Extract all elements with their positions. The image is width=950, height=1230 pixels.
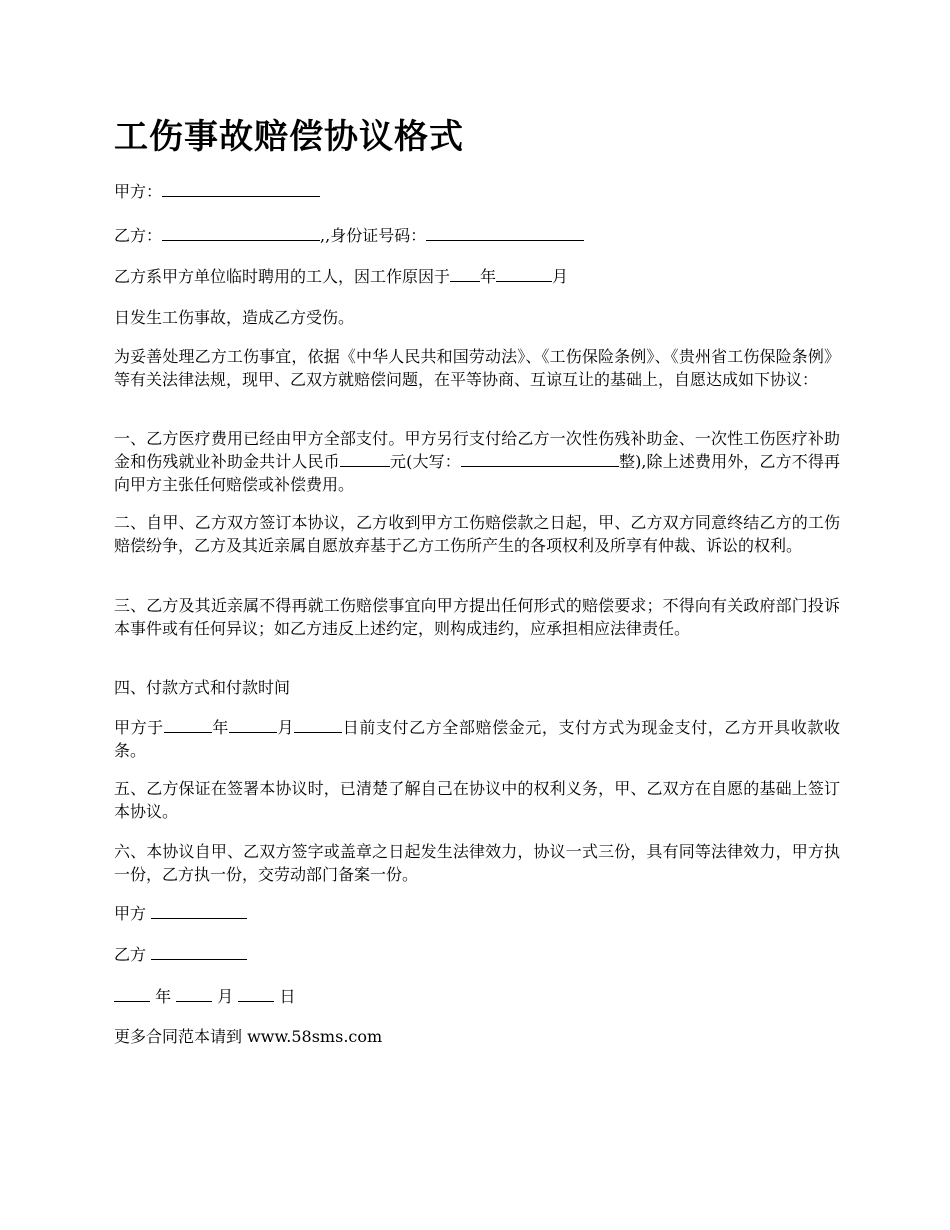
clause-4-text-d: 日前支付乙方全部赔偿金元，支付方式为现金支付，乙方开具收款收条。: [114, 718, 840, 760]
clause-4-month-label: 月: [276, 718, 295, 737]
intro-month-blank: [496, 266, 552, 282]
signature-a-label: 甲方: [114, 904, 147, 923]
party-b-blank: [162, 225, 320, 241]
intro-year-blank: [450, 266, 480, 282]
party-b-label: 乙方：: [114, 226, 163, 245]
signature-party-b: [114, 943, 840, 966]
clause-4-year-blank: [164, 717, 212, 733]
date-day-blank: [238, 986, 274, 1002]
clause-6: 六、本协议自甲、乙双方签字或盖章之日起发生法律效力，协议一式三份，具有同等法律效力，甲方执一份，乙方执一份，交劳动部门备案一份。: [114, 842, 840, 884]
intro-text-1: 乙方系甲方单位临时聘用的工人，因工作原因于: [114, 267, 451, 286]
clause-4-year-label: 年: [211, 718, 229, 737]
clause-1-capital-amount-blank: [461, 451, 619, 467]
clause-4-text-a: 甲方于: [114, 718, 164, 737]
intro-month-label: 月: [552, 267, 569, 286]
intro-year-label: 年: [480, 267, 497, 286]
date-month-blank: [176, 986, 212, 1002]
signature-b-label: 乙方: [114, 945, 147, 964]
date-month-label: 月: [217, 987, 234, 1006]
party-a-blank: [162, 181, 320, 197]
signature-party-a: [114, 902, 840, 925]
signature-b-blank: [151, 944, 247, 960]
clause-4-title: 四、付款方式和付款时间: [114, 678, 291, 697]
party-a-label: 甲方：: [114, 182, 163, 201]
preamble-paragraph: 为妥善处理乙方工伤事宜，依据《中华人民共和国劳动法》、《工伤保险条例》、《贵州省工伤保险条例》等有关法律法规，现甲、乙双方就赔偿问题，在平等协商、互谅互让的基础上，自愿达成如下协议：: [114, 347, 840, 389]
document-title: 工伤事故赔偿协议格式: [114, 117, 464, 157]
clause-1-text-b: 元(大写：: [389, 452, 461, 471]
clause-4-month-blank: [229, 717, 277, 733]
party-b-line: [114, 224, 840, 247]
clause-1-amount-blank: [340, 451, 390, 467]
clause-1: [114, 427, 840, 496]
intro-line-2: 日发生工伤事故，造成乙方受伤。: [114, 308, 355, 327]
signature-date: [114, 985, 840, 1008]
id-number-label: ,,身份证号码：: [320, 226, 427, 245]
signature-a-blank: [151, 903, 247, 919]
clause-5: 五、乙方保证在签署本协议时，已清楚了解自己在协议中的权利义务，甲、乙双方在自愿的基础上签订本协议。: [114, 779, 840, 821]
date-year-label: 年: [155, 987, 172, 1006]
footer-note: 更多合同范本请到 www.58sms.com: [114, 1027, 383, 1046]
party-a-line: [114, 180, 840, 203]
clause-3: 三、乙方及其近亲属不得再就工伤赔偿事宜向甲方提出任何形式的赔偿要求；不得向有关政府部门投诉本事件或有任何异议；如乙方违反上述约定，则构成违约，应承担相应法律责任。: [114, 596, 840, 638]
date-day-label: 日: [279, 987, 296, 1006]
id-number-blank: [426, 225, 584, 241]
intro-line-1: [114, 265, 840, 288]
clause-4-body: [114, 716, 840, 762]
clause-1-text-a: 一、乙方医疗费用已经由甲方全部支付。甲方另行支付给乙方一次性伤残补助金、一次性工伤医疗补助金和伤残就业补助金共计人民币: [114, 429, 840, 471]
clause-2: 二、自甲、乙方双方签订本协议，乙方收到甲方工伤赔偿款之日起，甲、乙方双方同意终结乙方的工伤赔偿纷争，乙方及其近亲属自愿放弃基于乙方工伤所产生的各项权利及所享有仲裁、诉讼的权利。: [114, 513, 840, 555]
clause-1-text-c: 整),除上述费用外，乙方不得再向甲方主张任何赔偿或补偿费用。: [114, 452, 840, 494]
date-year-blank: [114, 986, 150, 1002]
clause-4-day-blank: [294, 717, 342, 733]
